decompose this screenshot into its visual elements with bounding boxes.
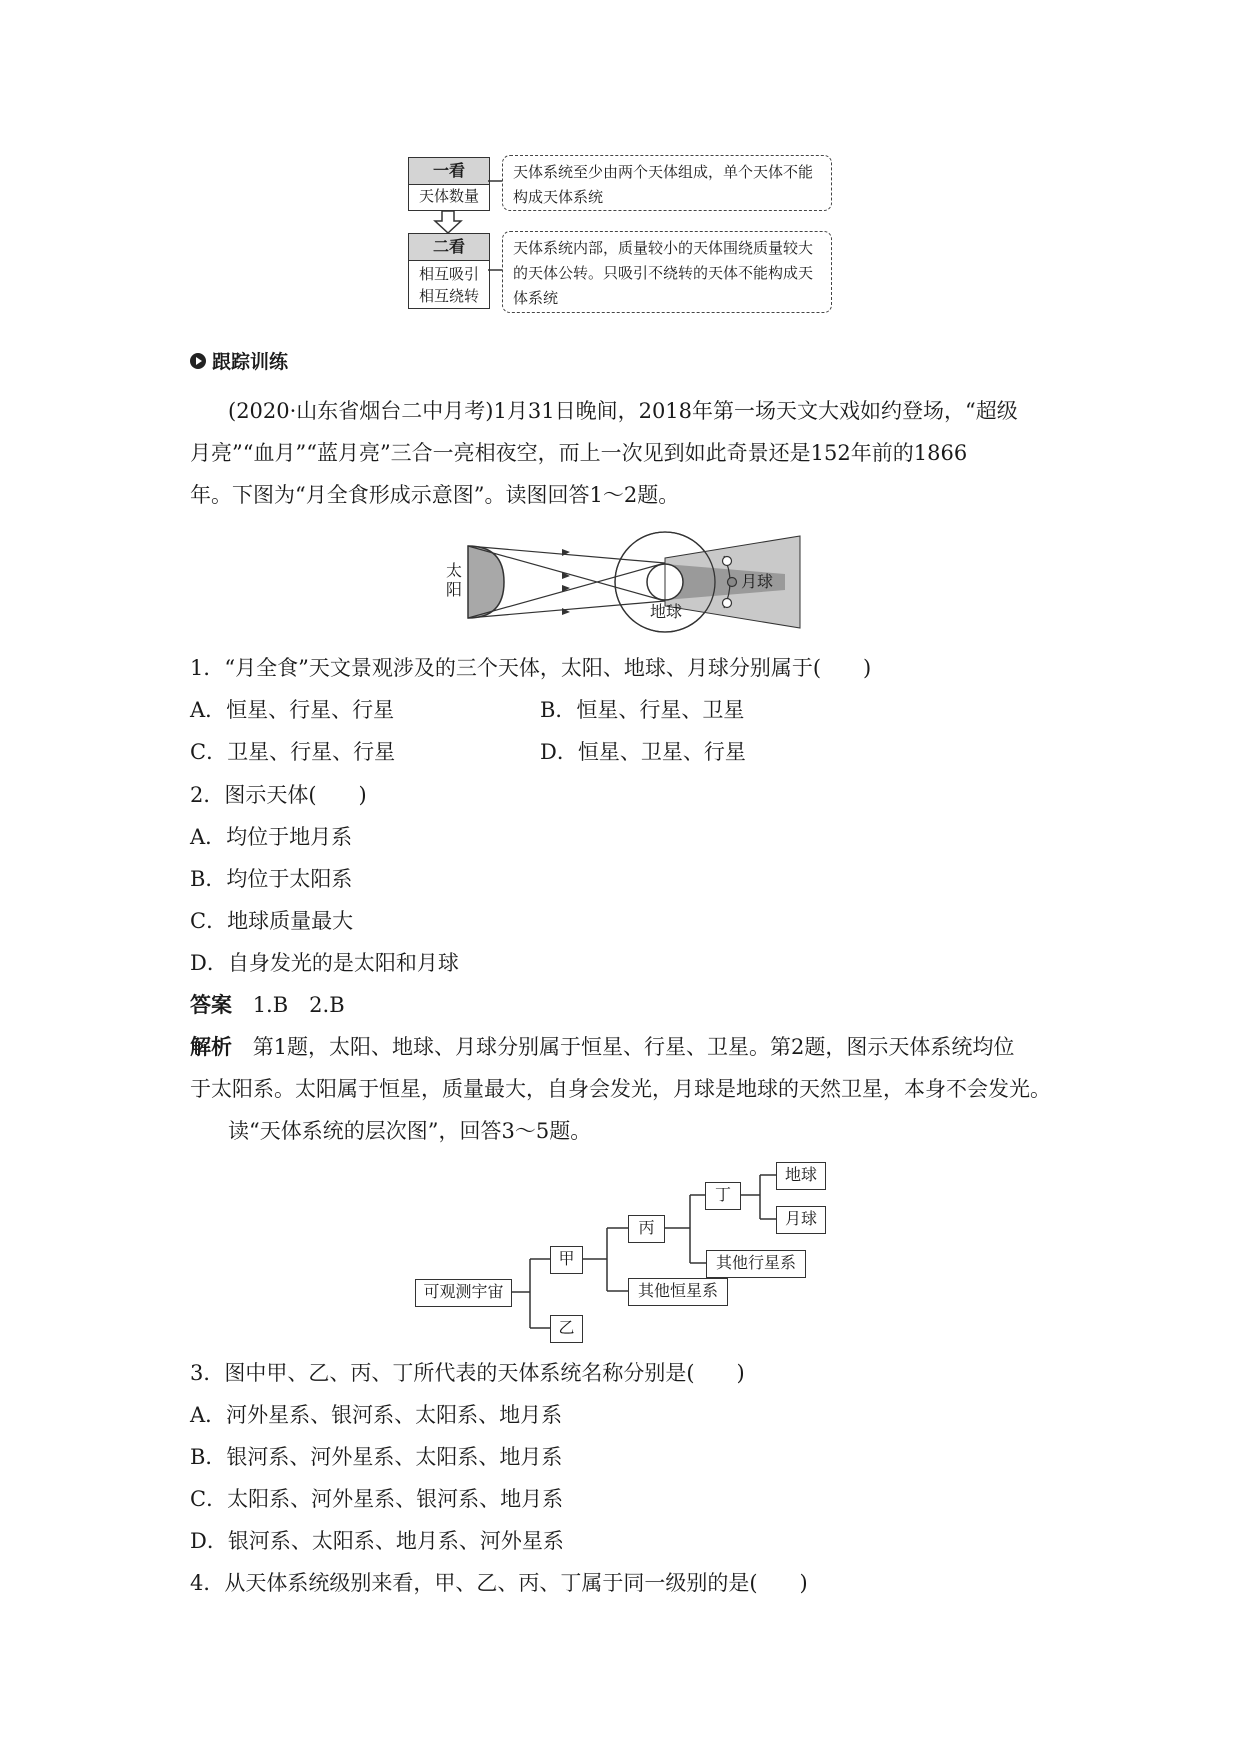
node-other-star-systems: 其他恒星系: [628, 1278, 728, 1306]
moon-label: 月球: [741, 572, 774, 591]
node-ding: 丁: [705, 1182, 741, 1210]
analysis-line-2: 于太阳系。太阳属于恒星，质量最大，自身会发光，月球是地球的天然卫星，本身不会发光。: [190, 1077, 1051, 1101]
node-bing: 丙: [628, 1215, 665, 1243]
q2-option-c[interactable]: C．地球质量最大: [190, 909, 354, 933]
q2-option-a[interactable]: A．均位于地月系: [190, 825, 353, 849]
flow-box-count-head: 一看: [409, 158, 489, 185]
q1-stem: 1．“月全食”天文景观涉及的三个天体，太阳、地球、月球分别属于( ): [190, 656, 872, 680]
q2-option-b[interactable]: B．均位于太阳系: [190, 867, 353, 891]
analysis-label: 解析: [190, 1035, 232, 1059]
node-moon: 月球: [776, 1206, 826, 1234]
read-instruction: 读“天体系统的层次图”，回答3～5题。: [228, 1119, 592, 1143]
node-yi: 乙: [550, 1315, 583, 1343]
node-jia: 甲: [550, 1246, 583, 1274]
q3-option-c[interactable]: C．太阳系、河外星系、银河系、地月系: [190, 1487, 564, 1511]
intro-line-2: 月亮”“血月”“蓝月亮”三合一亮相夜空，而上一次见到如此奇景还是152年前的1866: [190, 441, 968, 465]
earth-label: 地球: [650, 602, 683, 621]
flow-box-count-body: 天体数量: [418, 187, 479, 205]
flow-note-count: 天体系统至少由两个天体组成，单个天体不能构成天体系统: [502, 155, 832, 211]
flow-box-attraction-line1: 相互吸引: [418, 265, 479, 283]
q2-option-d[interactable]: D．自身发光的是太阳和月球: [190, 951, 459, 975]
flow-box-attraction-head: 二看: [409, 234, 489, 261]
intro-line-1: (2020·山东省烟台二中月考)1月31日晚间，2018年第一场天文大戏如约登场，“超级: [228, 399, 1018, 423]
sun-label: 太阳: [446, 561, 463, 599]
q1-option-d[interactable]: D．恒星、卫星、行星: [540, 740, 746, 764]
q2-stem: 2．图示天体( ): [190, 783, 367, 807]
answer-text: 1.B 2.B: [252, 993, 345, 1017]
q1-option-c[interactable]: C．卫星、行星、行星: [190, 740, 396, 764]
q3-option-b[interactable]: B．银河系、河外星系、太阳系、地月系: [190, 1445, 563, 1469]
q4-stem: 4．从天体系统级别来看，甲、乙、丙、丁属于同一级别的是( ): [190, 1571, 808, 1595]
q3-option-d[interactable]: D．银河系、太阳系、地月系、河外星系: [190, 1529, 564, 1553]
flow-box-attraction-line2: 相互绕转: [418, 287, 479, 305]
q3-option-a[interactable]: A．河外星系、银河系、太阳系、地月系: [190, 1403, 563, 1427]
node-other-planetary-systems: 其他行星系: [706, 1250, 806, 1278]
node-observable-universe: 可观测宇宙: [415, 1279, 512, 1307]
node-earth: 地球: [776, 1162, 826, 1190]
answer-label: 答案: [190, 993, 232, 1017]
flow-note-attraction: 天体系统内部，质量较小的天体围绕质量较大的天体公转。只吸引不绕转的天体不能构成天体系统: [502, 231, 832, 313]
q1-option-b[interactable]: B．恒星、行星、卫星: [540, 698, 745, 722]
intro-line-3: 年。下图为“月全食形成示意图”。读图回答1～2题。: [190, 483, 680, 507]
q1-option-a[interactable]: A．恒星、行星、行星: [190, 698, 395, 722]
analysis-text-1: 第1题，太阳、地球、月球分别属于恒星、行星、卫星。第2题，图示天体系统均位: [252, 1035, 1015, 1059]
q3-stem: 3．图中甲、乙、丙、丁所代表的天体系统名称分别是( ): [190, 1361, 745, 1385]
section-title-text: 跟踪训练: [212, 351, 289, 373]
